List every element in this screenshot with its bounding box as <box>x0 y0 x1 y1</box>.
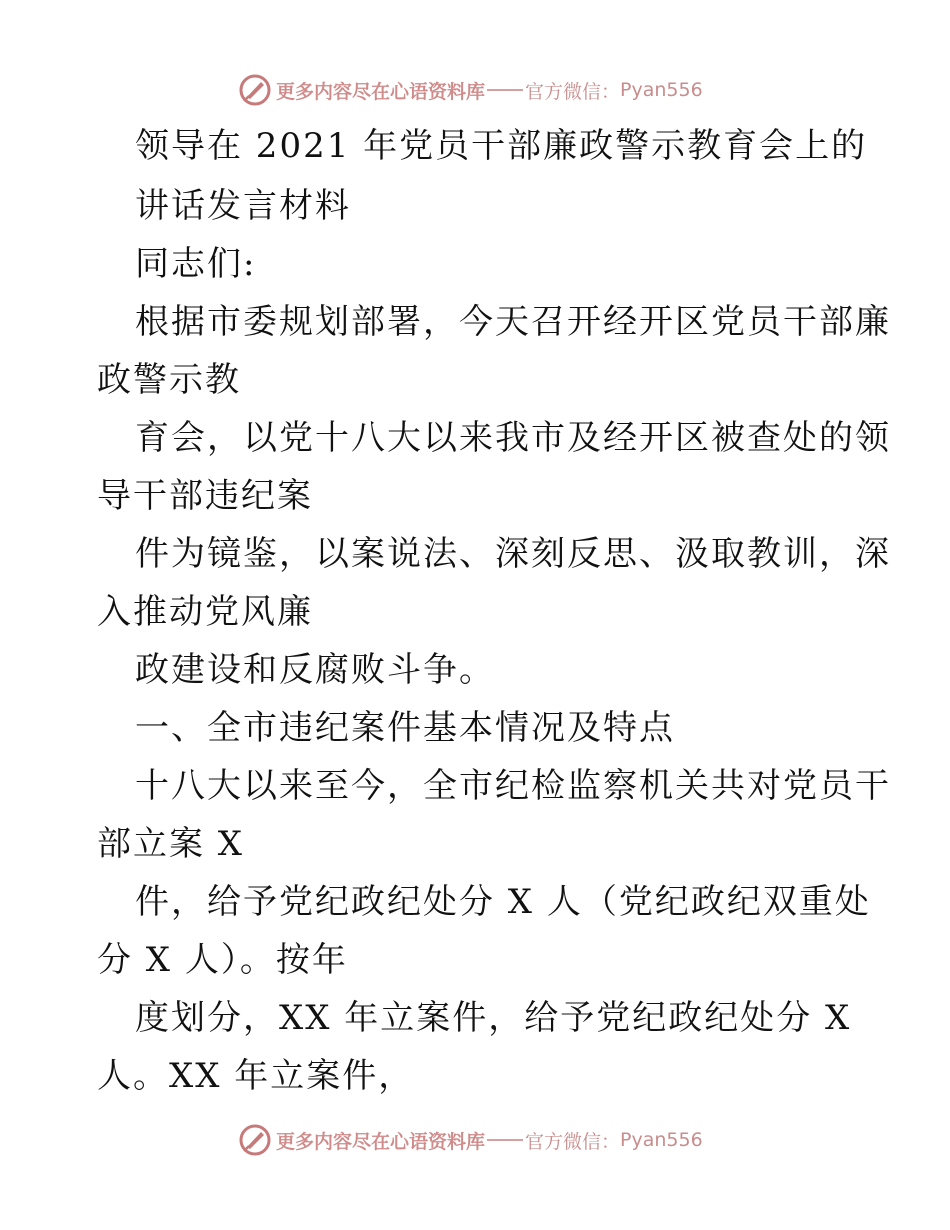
paragraph-line: 政建设和反腐败斗争。 <box>135 650 495 690</box>
paragraph-line: 育会，以党十八大以来我市及经开区被查处的领 <box>135 418 891 458</box>
paragraph-line: 部立案 X <box>97 824 245 864</box>
watermark-dash <box>487 89 523 91</box>
watermark-dash <box>487 1139 523 1141</box>
paragraph-line: 件，给予党纪政纪处分 X 人（党纪政纪双重处 <box>135 882 871 922</box>
watermark-site-name: 更多内容尽在心语资料库 <box>276 80 486 103</box>
paragraph-line: 政警示教 <box>97 360 241 400</box>
watermark-header <box>238 70 703 110</box>
watermark-site-name: 更多内容尽在心语资料库 <box>276 1130 486 1153</box>
watermark-account-id: Pyan556 <box>620 1129 703 1151</box>
paragraph-line: 根据市委规划部署，今天召开经开区党员干部廉 <box>135 302 891 342</box>
paragraph-line: 分 X 人）。按年 <box>97 940 348 980</box>
paragraph-line: 人。XX 年立案件， <box>97 1056 415 1096</box>
watermark-account-id: Pyan556 <box>620 79 703 101</box>
paragraph-line: 度划分，XX 年立案件，给予党纪政纪处分 X <box>135 998 852 1038</box>
paragraph-line: 十八大以来至今，全市纪检监察机关共对党员干 <box>135 766 891 806</box>
title-line-2: 讲话发言材料 <box>135 186 351 226</box>
quill-logo-icon <box>238 73 272 107</box>
quill-logo-icon <box>238 1123 272 1157</box>
watermark-footer <box>238 1120 703 1160</box>
paragraph-line: 件为镜鉴，以案说法、深刻反思、汲取教训，深 <box>135 534 891 574</box>
section-heading: 一、全市违纪案件基本情况及特点 <box>135 708 675 748</box>
title-line-1: 领导在 2021 年党员干部廉政警示教育会上的 <box>135 126 868 166</box>
watermark-official-label: 官方微信： <box>525 1130 621 1153</box>
paragraph-line: 导干部违纪案 <box>97 476 313 516</box>
salutation: 同志们: <box>135 244 257 284</box>
paragraph-line: 入推动党风廉 <box>97 592 313 632</box>
watermark-official-label: 官方微信： <box>525 80 621 103</box>
